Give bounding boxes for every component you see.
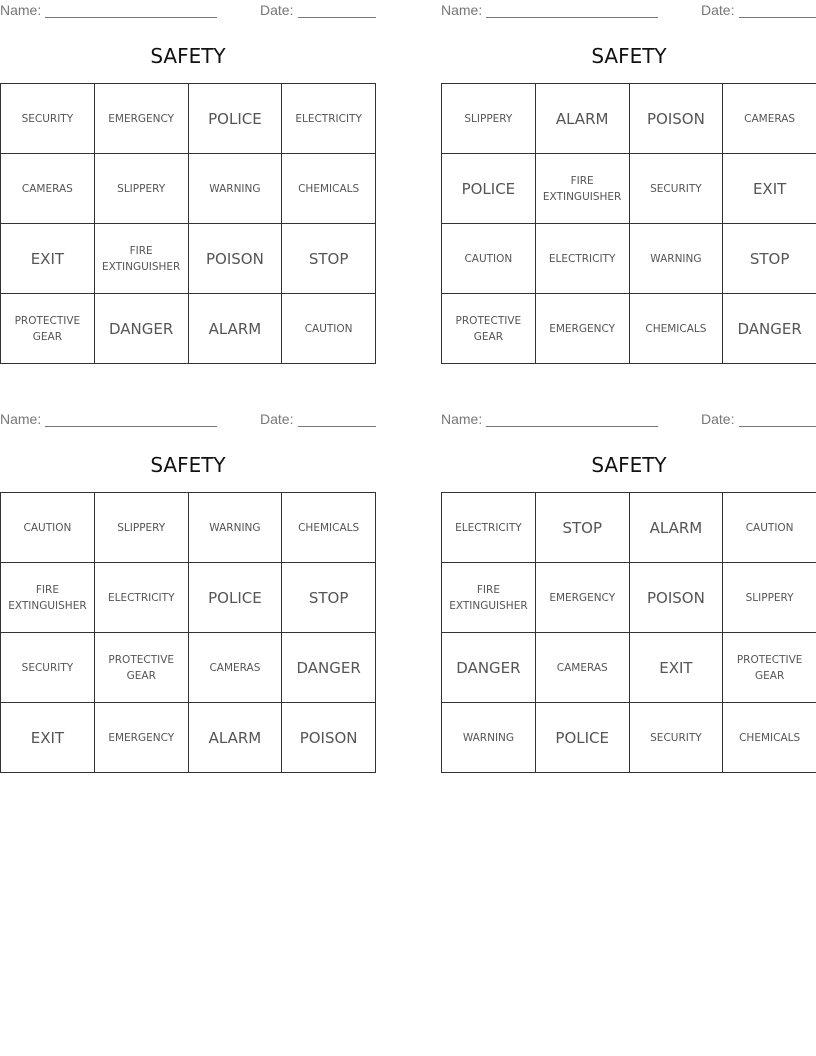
grid-row xyxy=(1,224,376,294)
grid-cell: SECURITY xyxy=(629,154,723,224)
grid-cell: WARNING xyxy=(188,154,282,224)
name-line xyxy=(45,426,217,427)
grid-cell: DANGER xyxy=(282,633,376,703)
name-date-row xyxy=(441,0,816,22)
grid-cell: EMERGENCY xyxy=(535,563,629,633)
date-label: Date: xyxy=(260,2,294,18)
card-title: SAFETY xyxy=(591,44,667,68)
grid-cell: DANGER xyxy=(723,294,816,364)
grid-cell: FIRE EXTINGUISHER xyxy=(94,224,188,294)
grid-row xyxy=(442,633,816,703)
grid-cell: SLIPPERY xyxy=(94,493,188,563)
date-label: Date: xyxy=(701,411,735,427)
grid-cell: ALARM xyxy=(535,84,629,154)
grid-cell: PROTECTIVE GEAR xyxy=(1,294,95,364)
grid-cell: CAMERAS xyxy=(723,84,816,154)
grid-row xyxy=(1,563,376,633)
grid-cell: EXIT xyxy=(723,154,816,224)
grid-cell: ALARM xyxy=(188,703,282,773)
grid-cell: CHEMICALS xyxy=(629,294,723,364)
grid-row xyxy=(442,154,816,224)
grid-row xyxy=(442,224,816,294)
grid-cell: SLIPPERY xyxy=(94,154,188,224)
bingo-grid xyxy=(0,83,376,364)
grid-cell: CAMERAS xyxy=(1,154,95,224)
grid-row xyxy=(1,154,376,224)
date-line xyxy=(298,17,376,18)
name-label: Name: xyxy=(0,411,42,427)
grid-cell: DANGER xyxy=(442,633,536,703)
grid-cell: POLICE xyxy=(188,563,282,633)
name-line xyxy=(486,426,658,427)
date-line xyxy=(739,17,816,18)
grid-cell: POLICE xyxy=(442,154,536,224)
grid-cell: EMERGENCY xyxy=(94,84,188,154)
grid-cell: CAUTION xyxy=(282,294,376,364)
grid-cell: PROTECTIVE GEAR xyxy=(94,633,188,703)
card-title: SAFETY xyxy=(150,44,226,68)
grid-cell: SECURITY xyxy=(1,633,95,703)
grid-cell: ELECTRICITY xyxy=(94,563,188,633)
grid-row xyxy=(1,703,376,773)
grid-cell: STOP xyxy=(282,224,376,294)
grid-cell: PROTECTIVE GEAR xyxy=(723,633,816,703)
grid-cell: CHEMICALS xyxy=(723,703,816,773)
grid-cell: ELECTRICITY xyxy=(282,84,376,154)
name-line xyxy=(486,17,658,18)
grid-cell: FIRE EXTINGUISHER xyxy=(535,154,629,224)
grid-row xyxy=(1,84,376,154)
grid-row xyxy=(442,563,816,633)
grid-cell: ALARM xyxy=(629,493,723,563)
bingo-grid xyxy=(441,492,816,773)
grid-cell: POISON xyxy=(629,84,723,154)
grid-cell: STOP xyxy=(282,563,376,633)
grid-cell: CAUTION xyxy=(442,224,536,294)
bingo-grid xyxy=(0,492,376,773)
grid-row xyxy=(1,294,376,364)
grid-cell: PROTECTIVE GEAR xyxy=(442,294,536,364)
name-label: Name: xyxy=(441,411,483,427)
grid-row xyxy=(1,633,376,703)
grid-cell: SLIPPERY xyxy=(723,563,816,633)
grid-cell: CAUTION xyxy=(1,493,95,563)
grid-cell: POISON xyxy=(282,703,376,773)
grid-cell: POLICE xyxy=(535,703,629,773)
grid-cell: CAMERAS xyxy=(535,633,629,703)
name-date-row xyxy=(0,409,376,431)
grid-cell: STOP xyxy=(535,493,629,563)
grid-cell: EXIT xyxy=(1,703,95,773)
grid-cell: STOP xyxy=(723,224,816,294)
grid-row xyxy=(442,84,816,154)
grid-row xyxy=(442,703,816,773)
grid-cell: CHEMICALS xyxy=(282,154,376,224)
card-title: SAFETY xyxy=(591,453,667,477)
grid-cell: DANGER xyxy=(94,294,188,364)
name-line xyxy=(45,17,217,18)
bingo-grid xyxy=(441,83,816,364)
date-label: Date: xyxy=(701,2,735,18)
grid-cell: EMERGENCY xyxy=(94,703,188,773)
grid-cell: WARNING xyxy=(188,493,282,563)
name-date-row xyxy=(441,409,816,431)
grid-cell: SECURITY xyxy=(629,703,723,773)
grid-cell: ELECTRICITY xyxy=(535,224,629,294)
card-title: SAFETY xyxy=(150,453,226,477)
grid-row xyxy=(442,493,816,563)
grid-cell: POLICE xyxy=(188,84,282,154)
name-date-row xyxy=(0,0,376,22)
date-line xyxy=(298,426,376,427)
grid-row xyxy=(442,294,816,364)
grid-cell: POISON xyxy=(188,224,282,294)
grid-cell: SLIPPERY xyxy=(442,84,536,154)
grid-cell: ALARM xyxy=(188,294,282,364)
name-label: Name: xyxy=(441,2,483,18)
grid-cell: CAMERAS xyxy=(188,633,282,703)
grid-cell: EMERGENCY xyxy=(535,294,629,364)
grid-cell: ELECTRICITY xyxy=(442,493,536,563)
name-label: Name: xyxy=(0,2,42,18)
grid-cell: POISON xyxy=(629,563,723,633)
grid-cell: FIRE EXTINGUISHER xyxy=(1,563,95,633)
grid-row xyxy=(1,493,376,563)
grid-cell: EXIT xyxy=(629,633,723,703)
grid-cell: WARNING xyxy=(629,224,723,294)
date-line xyxy=(739,426,816,427)
grid-cell: FIRE EXTINGUISHER xyxy=(442,563,536,633)
grid-cell: WARNING xyxy=(442,703,536,773)
grid-cell: SECURITY xyxy=(1,84,95,154)
date-label: Date: xyxy=(260,411,294,427)
grid-cell: EXIT xyxy=(1,224,95,294)
grid-cell: CHEMICALS xyxy=(282,493,376,563)
grid-cell: CAUTION xyxy=(723,493,816,563)
